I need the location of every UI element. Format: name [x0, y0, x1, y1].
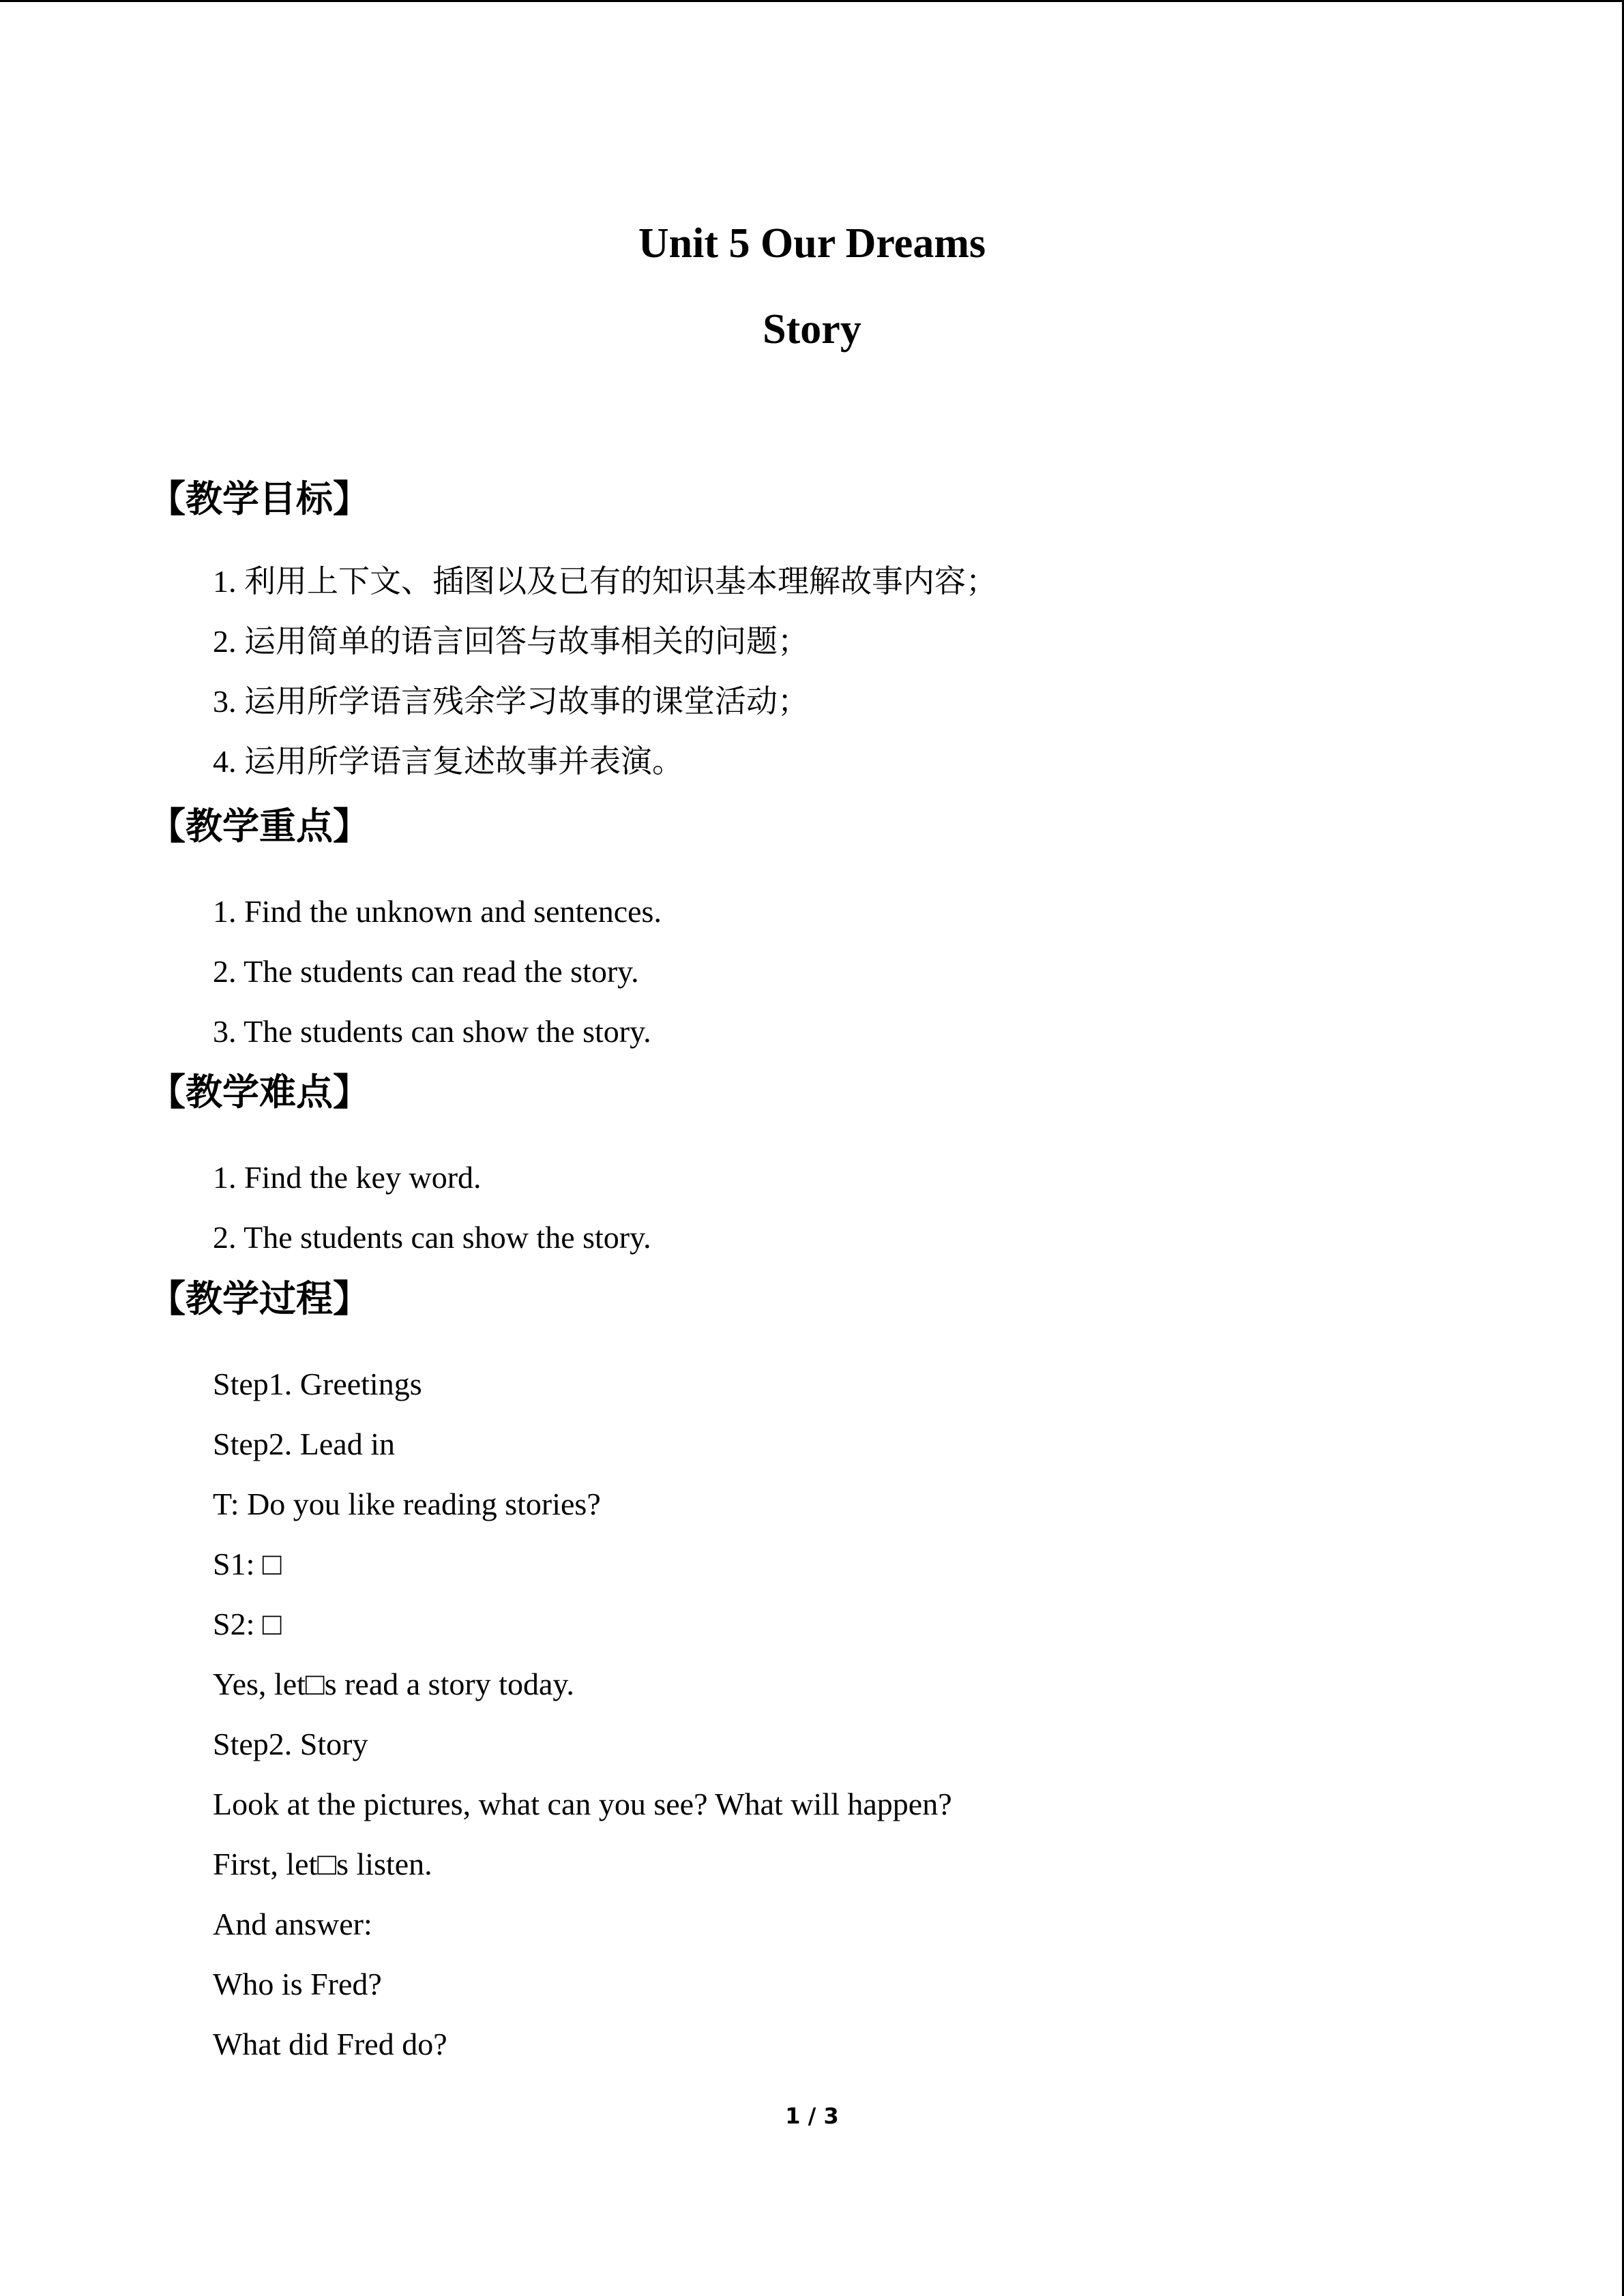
- key-point-line: 1. Find the unknown and sentences.: [213, 894, 662, 929]
- process-line: And answer:: [213, 1907, 372, 1941]
- key-point-line: 2. The students can read the story.: [213, 954, 639, 989]
- section-heading-difficulties: 【教学难点】: [149, 1071, 370, 1114]
- process-line: Step2. Lead in: [213, 1427, 395, 1461]
- process-line: Who is Fred?: [213, 1967, 382, 2001]
- process-line: Step2. Story: [213, 1727, 368, 1761]
- process-line: S2: □: [213, 1607, 282, 1641]
- document-title: Unit 5 Our Dreams: [638, 220, 986, 267]
- process-line: What did Fred do?: [213, 2027, 447, 2061]
- page-top-border: [0, 0, 1624, 2]
- process-line: First, let□s listen.: [213, 1847, 432, 1881]
- process-line: Yes, let□s read a story today.: [213, 1667, 574, 1701]
- objective-line: 3. 运用所学语言残余学习故事的课堂活动；: [213, 684, 809, 719]
- document-subtitle: Story: [763, 306, 861, 353]
- section-heading-key-points: 【教学重点】: [149, 805, 370, 848]
- process-line: Look at the pictures, what can you see? What will happen?: [213, 1787, 952, 1821]
- process-line: S1: □: [213, 1547, 282, 1581]
- difficulty-line: 2. The students can show the story.: [213, 1220, 651, 1255]
- section-heading-process: 【教学过程】: [149, 1277, 370, 1320]
- objective-line: 2. 运用简单的语言回答与故事相关的问题；: [213, 624, 809, 659]
- difficulty-line: 1. Find the key word.: [213, 1160, 482, 1195]
- page-number: 1 / 3: [785, 2103, 839, 2129]
- objective-line: 4. 运用所学语言复述故事并表演。: [213, 744, 683, 779]
- section-heading-objectives: 【教学目标】: [149, 477, 370, 520]
- objective-line: 1. 利用上下文、插图以及已有的知识基本理解故事内容；: [213, 564, 997, 599]
- key-point-line: 3. The students can show the story.: [213, 1014, 651, 1049]
- process-line: T: Do you like reading stories?: [213, 1487, 601, 1521]
- process-line: Step1. Greetings: [213, 1367, 422, 1401]
